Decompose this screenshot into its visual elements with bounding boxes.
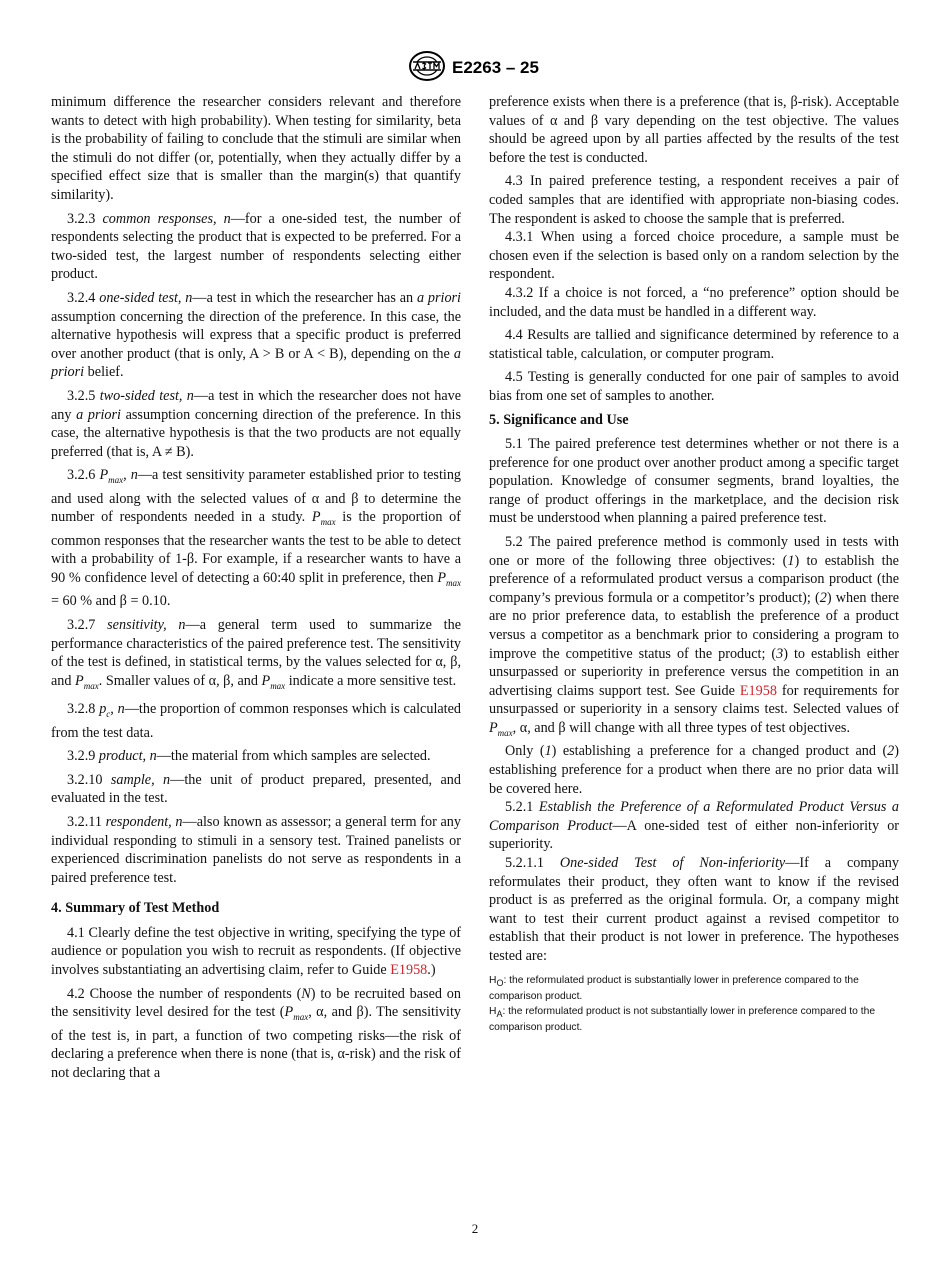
section-3-2-8: 3.2.8 $p_c$, n—the proportion of common responses which is calculated from the test data. [51, 701, 462, 741]
section-4-4: 4.4 Results are tallied and significance determined by reference to a statistical table, calculation, or computer program. [489, 327, 900, 362]
section-5-2: 5.2 The paired preference method is commonly used in tests with one or more of the following three objectives: (1) to establish the preference of a reformulated product versus a comparison product (the company’s previous formula or a competitor’s product); (2) when there are no prior preference data, to establish the preference of a product versus a competitor as a benchmark prior to considering a program to improve the competitive status of the product; (3) to establish either unsurpassed or superiority in preference versus the competition in an advertising claims support test. See Guide E1958 for requirements for unsurpassed or superiority in a sensory claims test. Selected values of $P_{max}$, α, and β will change with all three types of test objectives. [489, 534, 900, 738]
e1958-link[interactable]: E1958 [739, 682, 777, 699]
document-designation: E2263 – 25 [452, 58, 539, 77]
e1958-link[interactable]: E1958 [390, 962, 428, 979]
section-4-3: 4.3 In paired preference testing, a respondent receives a pair of coded samples that are identified with appropriate non-biasing codes. The respondent is asked to choose the sample that is preferred. [489, 173, 900, 227]
section-4-2: 4.2 Choose the number of respondents (N) to be recruited based on the sensitivity level desired for the test ($P_{max}$, α, and β). The sensitivity of the test is, in part, a function of two competing risks—the risk of declaring a preference when there is none (that is, α-risk) and the risk of not declaring that a [51, 985, 461, 1081]
section-3-2-9: 3.2.9 product, n—the material from which samples are selected. [67, 748, 431, 765]
left-column [51, 93, 461, 1087]
section-heading-4: 4. Summary of Test Method [51, 900, 220, 917]
paragraph: minimum difference the researcher considers relevant and therefore wants to detect with high probability). When testing for similarity, beta is the probability of failing to conclude that the stimuli are similar when the stimuli do not differ (or, potentially, when they actually differ by a specified effect size that is smaller than the margin(s) that quantify similarity). [51, 94, 461, 203]
alternative-hypothesis: $H_A$: the reformulated product is not substantially lower in preference compared to the comparison product. [489, 1005, 876, 1034]
section-3-2-4: 3.2.4 one-sided test, n—a test in which the researcher has an a priori assumption concerning the direction of the preference. In this case, the alternative hypothesis will express that a specific product is preferred over another product (that is only, A > B or A < B), depending on the a priori belief. [51, 289, 462, 381]
section-3-2-5: 3.2.5 two-sided test, n—a test in which the researcher does not have any a priori assumption concerning direction of the preference. In this case, the alternative hypothesis is that the two products are not equally preferred (that is, A ≠ B). [51, 387, 462, 460]
section-3-2-6: 3.2.6 $P_{max}$, n—a test sensitivity parameter established prior to testing and used along with the selected values of α and β to determine the number of respondents needed in a study. $P_{max}$ is the proportion of common responses that the researcher wants the test to be able to detect with a probability of 1-β. For example, if a researcher wants to have a 90 % confidence level of detecting a 60:40 split in preference, then $P_{max} = 60$ % and β = 0.10. [51, 467, 462, 610]
page-number: 2 [471, 1221, 479, 1236]
astm-logo-icon [408, 50, 446, 82]
section-4-3-1: 4.3.1 When using a forced choice procedure, a sample must be chosen even if the selection is based only on a random selection by the respondent. [489, 229, 899, 283]
right-column [489, 93, 899, 1036]
null-hypothesis: $H_O$: the reformulated product is substantially lower in preference compared to the comparison product. [489, 974, 859, 1003]
page-header [0, 50, 950, 90]
section-5-2-1-1: 5.2.1.1 One-sided Test of Non-inferiority—If a company reformulates their product, they often want to know if the revised product is as preferred as the original formula. Or, a company might want to test their current product against a revised competitor to establish that their product is not lower in preference. The hypotheses tested are: [489, 854, 899, 964]
section-5-1: 5.1 The paired preference test determines whether or not there is a preference for one product over another product among a specific target population. Knowledge of consumer segments, brand loyalties, the range of product offerings in the marketplace, and the decision risk must be understood when planning a paired preference test. [489, 436, 899, 527]
section-4-1: 4.1 Clearly define the test objective in writing, specifying the type of audience or population you wish to recruit as respondents. (If objective involves substantiating an advertising claim, refer to Guide E1958.) [51, 924, 462, 979]
section-4-3-2: 4.3.2 If a choice is not forced, a “no preference” option should be included, and the data must be handled in a different way. [489, 284, 899, 320]
paragraph: preference exists when there is a preference (that is, β-risk). Acceptable values of α and β vary depending on the test objective. The values should be agreed upon by all parties affected by the results of the test before the test is conducted. [489, 94, 899, 166]
section-4-5: 4.5 Testing is generally conducted for one pair of samples to avoid bias from one set of samples to another. [489, 369, 899, 404]
section-3-2-7: 3.2.7 sensitivity, n—a general term used to summarize the performance characteristics of the paired preference test. The sensitivity of the test is defined, in statistical terms, by the values selected for α, β, and $P_{max}$. Smaller values of α, β, and $P_{max}$ indicate a more sensitive test. [51, 616, 462, 691]
section-heading-5: 5. Significance and Use [489, 411, 629, 428]
section-3-2-3: 3.2.3 common responses, n—for a one-sided test, the number of respondents selecting the product that is expected to be preferred. For a two-sided test, the largest number of respondents selecting either product. [51, 210, 461, 283]
section-3-2-10: 3.2.10 sample, n—the unit of product prepared, presented, and evaluated in the test. [51, 771, 461, 807]
section-3-2-11: 3.2.11 respondent, n—also known as assessor; a general term for any individual responding to stimuli in a sensory test. Trained panelists or experienced discrimination panelists do not serve as respondents in a paired preference test. [51, 813, 461, 886]
section-5-2-1: 5.2.1 Establish the Preference of a Reformulated Product Versus a Comparison Product—A one-sided test of either non-inferiority or superiority. [489, 799, 900, 853]
hypotheses [489, 974, 899, 1035]
paragraph-only: Only (1) establishing a preference for a changed product and (2) establishing preference for a product when there are no prior data will be covered here. [489, 743, 899, 797]
